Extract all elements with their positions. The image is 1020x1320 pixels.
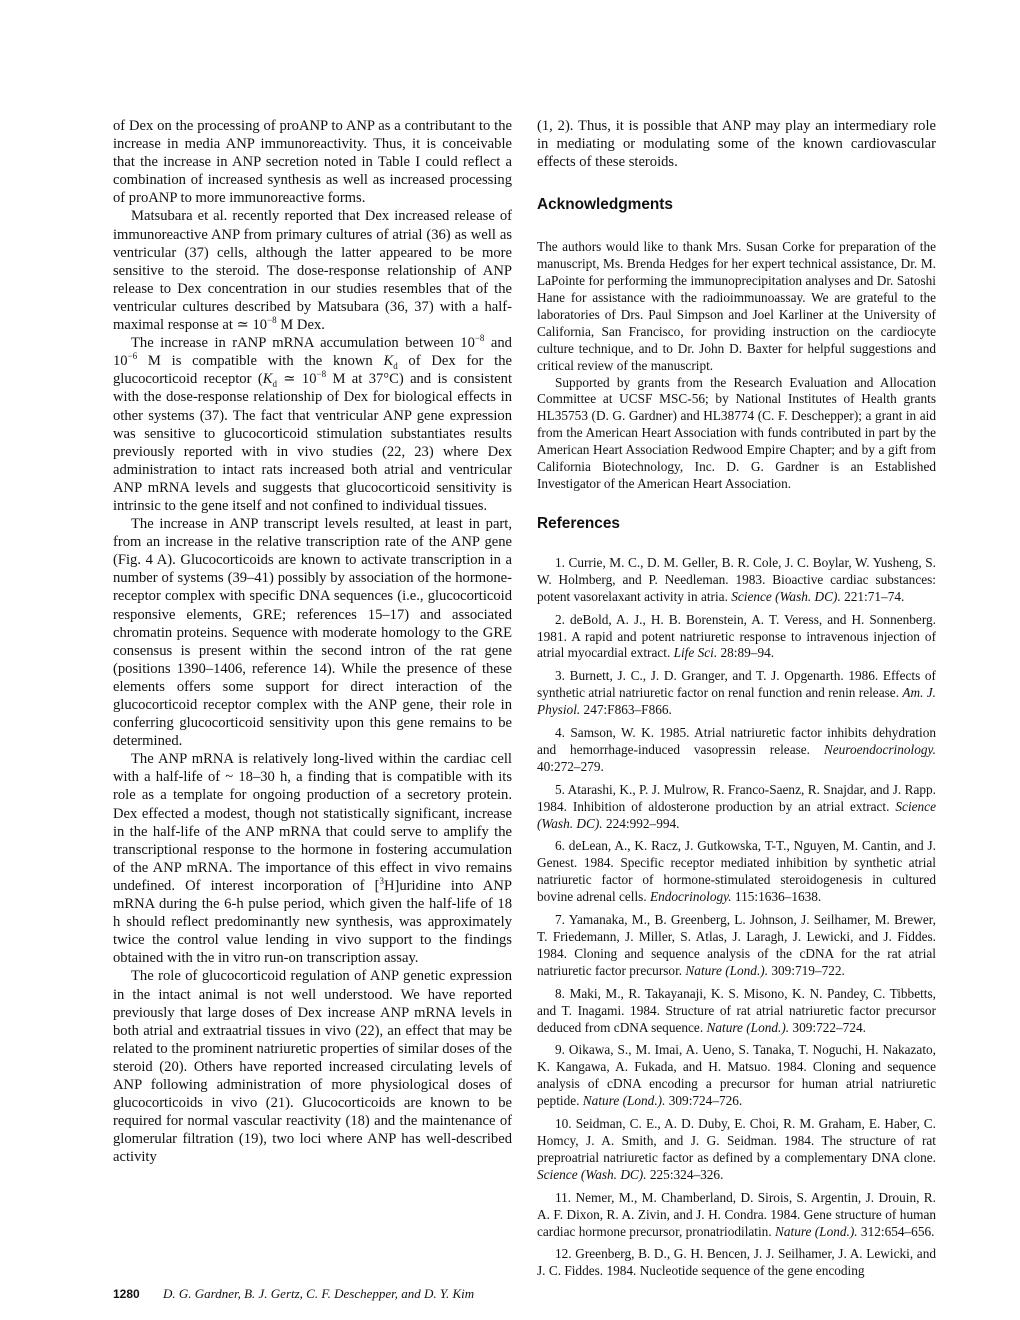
kd-subscript: d bbox=[393, 361, 398, 372]
reference-text: 3. Burnett, J. C., J. D. Granger, and T. J. Opgenarth. 1986. Effects of synthetic atrial natriuretic factor on renal function and renin release. bbox=[537, 668, 936, 701]
reference-citation: 115:1636–1638. bbox=[731, 889, 822, 905]
reference-citation: 247:F863–F866. bbox=[580, 702, 672, 718]
reference-item bbox=[537, 838, 936, 906]
paragraph-text: ≃ 10 bbox=[276, 371, 317, 388]
exponent: −8 bbox=[267, 315, 277, 326]
page-footer bbox=[113, 1286, 474, 1302]
body-paragraph: The role of glucocorticoid regulation of ANP genetic expression in the intact animal is not well understood. We have reported previously that large doses of Dex increase ANP mRNA levels in both atrial and extraatrial tissues in vivo (22), an effect that may be related to the prominent natriuretic properties of similar doses of the steroid (20). Others have reported increased circulating levels of ANP following administration of more physiological doses of glucocorticoids in vivo (21). Glucocorticoids are known to be required for normal vascular reactivity (18) and the maintenance of glomerular filtration (19), two loci where ANP has well-described activity bbox=[113, 968, 512, 1166]
reference-journal: Nature (Lond.). bbox=[774, 1223, 858, 1239]
body-paragraph bbox=[113, 750, 512, 967]
kd-subscript: d bbox=[272, 379, 277, 390]
reference-journal: Neuroendocrinology. bbox=[823, 741, 936, 757]
kd-symbol: K bbox=[383, 353, 394, 370]
reference-item bbox=[537, 668, 936, 719]
reference-text: 12. Greenberg, B. D., G. H. Bencen, J. J. Seilhamer, J. A. Lewicki, and J. C. Fiddes. 1984. Nucleotide sequence of the gene encoding bbox=[537, 1246, 936, 1279]
right-column bbox=[537, 117, 936, 1286]
reference-item bbox=[537, 986, 936, 1037]
reference-journal: Nature (Lond.). bbox=[685, 962, 769, 978]
exponent: −6 bbox=[127, 351, 138, 362]
reference-journal: Nature (Lond.). bbox=[706, 1019, 790, 1035]
body-paragraph: The increase in ANP transcript levels resulted, at least in part, from an increase in the relative transcription rate of the ANP gene (Fig. 4 A). Glucocorticoids are known to activate transcription in a number of systems (39–41) possibly by association of the hormone-receptor complex with specific DNA sequences (i.e., glucocorticoid responsive elements, GRE; references 15–17) and associated chromatin proteins. Sequence with moderate homology to the GRE consensus is present within the second intron of the rat gene (positions 1390–1406, reference 14). While the presence of these elements offers some support for direct interaction of the glucocorticoid receptor complex with the ANP gene, their role in conferring glucocorticoid sensitivity upon this gene remains to be determined. bbox=[113, 516, 512, 750]
references-heading: References bbox=[537, 514, 620, 532]
reference-list bbox=[537, 555, 936, 1280]
reference-citation: 28:89–94. bbox=[717, 645, 775, 661]
reference-text: 11. Nemer, M., M. Chamberland, D. Sirois, S. Argentin, J. Drouin, R. A. F. Dixon, R. A. Zivin, and J. H. Condra. 1984. Gene structure of human cardiac hormone precursor, pronatriodilatin. bbox=[537, 1189, 936, 1239]
reference-text: 8. Maki, M., R. Takayanaji, K. S. Misono, K. N. Pandey, C. Tibbetts, and T. Inagami. 1984. Structure of rat atrial natriuretic factor precursor deduced from cDNA sequence. bbox=[537, 985, 936, 1035]
reference-citation: 221:71–74. bbox=[840, 588, 905, 604]
reference-text: 5. Atarashi, K., P. J. Mulrow, R. Franco-Saenz, R. Snajdar, and J. Rapp. 1984. Inhibition of aldosterone production by an atrial extract. bbox=[537, 781, 936, 814]
reference-journal: Science (Wash. DC). bbox=[537, 798, 936, 831]
reference-text: 4. Samson, W. K. 1985. Atrial natriuretic factor inhibits dehydration and hemorrhage-induced vasopressin release. bbox=[537, 725, 936, 757]
page-number: 1280 bbox=[113, 1287, 140, 1301]
reference-citation: 309:719–722. bbox=[768, 962, 845, 978]
paragraph-text: M at 37°C) and is consistent with the dose-response relationship of Dex for biological effects in other systems (37). The fact that ventricular ANP gene expression was sensitive to glucocorticoid stimulation substantiates results previously reported with in vivo studies (22, 23) where Dex administration to intact rats increased both atrial and ventricular ANP mRNA levels and suggests that glucocorticoid sensitivity is intrinsic to the gene itself and not confined to individual tissues. bbox=[113, 371, 512, 514]
reference-item bbox=[537, 725, 936, 776]
reference-citation: 224:992–994. bbox=[602, 815, 680, 831]
reference-item bbox=[537, 1190, 936, 1241]
reference-item bbox=[537, 1042, 936, 1110]
reference-text: 10. Seidman, C. E., A. D. Duby, E. Choi, R. M. Graham, E. Haber, C. Homcy, J. A. Smith, and J. G. Seidman. 1984. The structure of rat preproatrial natriuretic factor as defined by a complementary DNA clone. bbox=[537, 1116, 936, 1165]
reference-item bbox=[537, 555, 936, 606]
exponent: −8 bbox=[474, 333, 485, 344]
paragraph-text: and 10 bbox=[113, 335, 512, 370]
reference-journal: Nature (Lond.). bbox=[582, 1093, 666, 1109]
kd-symbol: K bbox=[262, 371, 273, 388]
reference-citation: 309:722–724. bbox=[789, 1019, 866, 1035]
paragraph-text: The increase in rANP mRNA accumulation between 10 bbox=[131, 335, 475, 352]
paragraph-text: The ANP mRNA is relatively long-lived within the cardiac cell with a half-life of ~ 18–30 h, a finding that is compatible with its role as a template for ongoing production of a secretory protein. Dex effected a modest, though not statistically significant, increase in the half-life of the ANP mRNA that could serve to amplify the transcriptional response to the hormone in fostering accumulation of the ANP mRNA. The importance of this effect in vivo remains undefined. Of interest incorporation of [ bbox=[113, 751, 512, 894]
reference-journal: Life Sci. bbox=[673, 645, 718, 661]
reference-journal: Endocrinology. bbox=[649, 889, 732, 905]
reference-item bbox=[537, 1116, 936, 1184]
reference-text: 2. deBold, A. J., H. B. Borenstein, A. T. Veress, and H. Sonnenberg. 1981. A rapid and potent natriuretic response to intravenous injection of atrial myocardial extract. bbox=[537, 611, 936, 661]
isotope-superscript: 3 bbox=[379, 876, 384, 887]
reference-item bbox=[537, 1246, 936, 1280]
reference-journal: Science (Wash. DC). bbox=[731, 588, 841, 604]
body-paragraph: (1, 2). Thus, it is possible that ANP may play an intermediary role in mediating or modulating some of the known cardiovascular effects of these steroids. bbox=[537, 118, 936, 171]
left-column bbox=[113, 117, 512, 1166]
reference-item bbox=[537, 612, 936, 663]
acknowledgments-heading: Acknowledgments bbox=[537, 196, 673, 214]
reference-item bbox=[537, 782, 936, 833]
exponent: −8 bbox=[316, 369, 327, 380]
paragraph-text: Matsubara et al. recently reported that Dex increased release of immunoreactive ANP from primary cultures of atrial (36) as well as ventricular (37) cells, although the latter appeared to be more sensitive to the steroid. The dose-response relationship of ANP release to Dex concentration in our studies resembles that of the ventricular cultures described by Matsubara (36, 37) with a half-maximal response at ≃ 10 bbox=[113, 208, 512, 334]
acknowledgment-paragraph: Supported by grants from the Research Evaluation and Allocation Committee at UCSF MSC-56; by National Institutes of Health grants HL35753 (D. G. Gardner) and HL38774 (C. F. Deschepper); a grant in aid from the American Heart Association with funds contributed in part by the American Heart Association Redwood Empire Chapter; and by a gift from California Biotechnology, Inc. D. G. Gardner is an Established Investigator of the American Heart Association. bbox=[537, 374, 936, 491]
reference-text: 7. Yamanaka, M., B. Greenberg, L. Johnson, J. Seilhamer, M. Brewer, T. Friedemann, J. Miller, S. Atlas, J. Laragh, J. Lewicki, and J. Fiddes. 1984. Cloning and sequence analysis of the cDNA for the rat atrial natriuretic factor precursor. bbox=[537, 912, 936, 978]
body-paragraph: of Dex on the processing of proANP to ANP as a contributant to the increase in media ANP immunoreactivity. Thus, it is conceivable that the increase in ANP secretion noted in Table I could reflect a combination of increased synthesis as well as increased processing of proANP to more immunoreactive forms. bbox=[113, 118, 512, 207]
paragraph-text: of Dex for the glucocorticoid receptor ( bbox=[113, 353, 512, 388]
reference-citation: 40:272–279. bbox=[537, 758, 604, 774]
running-authors: D. G. Gardner, B. J. Gertz, C. F. Deschepper, and D. Y. Kim bbox=[162, 1286, 475, 1301]
reference-citation: 312:654–656. bbox=[857, 1223, 935, 1239]
reference-journal: Science (Wash. DC). bbox=[537, 1166, 647, 1182]
paragraph-text: H]uridine into ANP mRNA during the 6-h pulse period, which given the half-life of 18 h should reflect predominantly new synthesis, was approximately twice the control value lending in vivo support to the findings obtained with the in vitro run-on transcription assay. bbox=[113, 877, 513, 967]
acknowledgment-paragraph: The authors would like to thank Mrs. Susan Corke for preparation of the manuscript, Ms. Brenda Hedges for her expert technical assistance, Dr. M. LaPointe for performing the immunoprecipitation analyses and Dr. Satoshi Hane for assistance with the radioimmunoassay. We are grateful to the laboratories of Drs. Paul Simpson and Joel Karliner at the University of California, San Francisco, for providing instruction on the cardiocyte culture technique, and to Dr. John D. Baxter for helpful suggestions and critical review of the manuscript. bbox=[537, 239, 936, 373]
reference-text: 9. Oikawa, S., M. Imai, A. Ueno, S. Tanaka, T. Noguchi, H. Nakazato, K. Kangawa, A. Fukada, and H. Matsuo. 1984. Cloning and sequence analysis of cDNA encoding a precursor for human atrial natriuretic peptide. bbox=[537, 1042, 936, 1109]
body-paragraph bbox=[113, 334, 512, 515]
reference-citation: 309:724–726. bbox=[665, 1093, 743, 1109]
reference-text: 6. deLean, A., K. Racz, J. Gutkowska, T-T., Nguyen, M. Cantin, and J. Genest. 1984. Specific receptor mediated inhibition by synthetic atrial natriuretic factor of hormone-stimulated steroidogenesis in cultured bovine adrenal cells. bbox=[537, 838, 936, 905]
reference-item bbox=[537, 912, 936, 980]
body-paragraph bbox=[113, 207, 512, 334]
paragraph-text: M is compatible with the known bbox=[137, 353, 384, 370]
reference-citation: 225:324–326. bbox=[646, 1166, 724, 1182]
paragraph-text: M Dex. bbox=[276, 317, 325, 334]
reference-journal: Am. J. Physiol. bbox=[537, 685, 936, 718]
reference-text: 1. Currie, M. C., D. M. Geller, B. R. Cole, J. C. Boylar, W. Yusheng, S. W. Holmberg, and P. Needleman. 1983. Bioactive cardiac substances: potent vasorelaxant activity in atria. bbox=[537, 554, 936, 604]
